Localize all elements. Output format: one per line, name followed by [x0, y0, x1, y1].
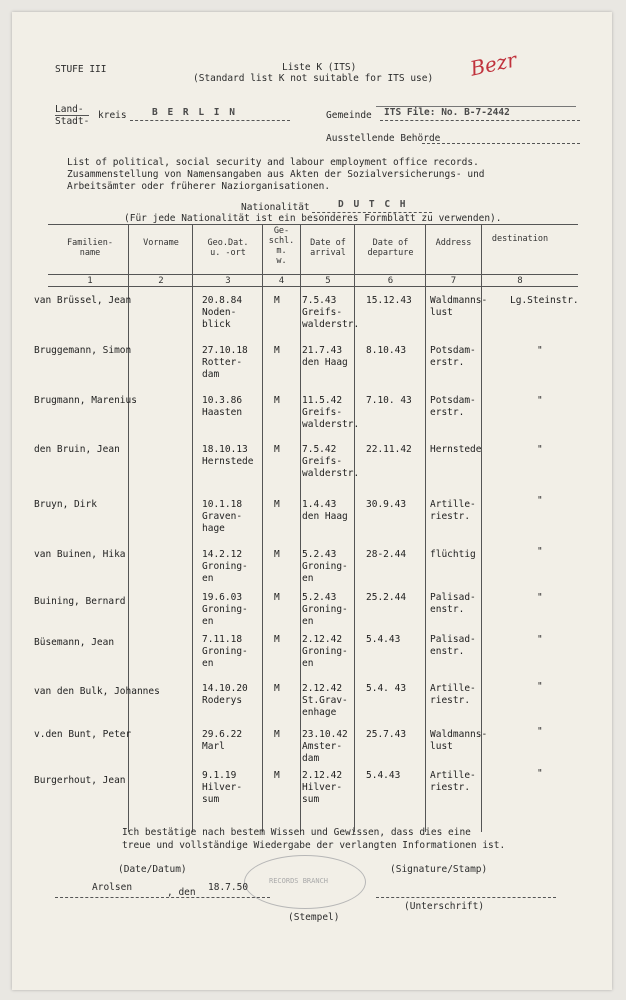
- cell-sex: M: [274, 295, 280, 306]
- cell-destination: ": [537, 495, 543, 506]
- cell-sex: M: [274, 770, 280, 781]
- column-number: 4: [278, 276, 285, 286]
- cell-destination: Lg.Steinstr.: [510, 295, 579, 306]
- table-row: [12, 592, 612, 632]
- cell-address: Palisad- enstr.: [430, 634, 476, 657]
- den-label: , den: [167, 887, 196, 898]
- cell-address: Palisad- enstr.: [430, 592, 476, 615]
- table-row: [12, 395, 612, 435]
- cell-name: van Brüssel, Jean: [34, 295, 132, 306]
- table-row: [12, 345, 612, 385]
- cell-departure: 5.4. 43: [366, 683, 407, 694]
- cell-birth: 10.3.86 Haasten: [202, 395, 243, 418]
- column-header-address: Address: [435, 238, 472, 248]
- stufe-label: STUFE III: [55, 64, 107, 75]
- cell-birth: 29.6.22 Marl: [202, 729, 243, 752]
- nationality-label: Nationalität: [241, 202, 310, 213]
- nationality-note: (Für jede Nationalität ist ein besonderes Formblatt zu verwenden).: [124, 213, 502, 224]
- cell-name: Brugmann, Marenius: [34, 395, 137, 406]
- column-number: 6: [387, 276, 394, 286]
- cell-birth: 9.1.19 Hilver- sum: [202, 770, 243, 805]
- cell-birth: 10.1.18 Graven- hage: [202, 499, 243, 534]
- cell-destination: ": [537, 634, 543, 645]
- description-line-1: List of political, social security and labour employment office records.: [67, 157, 479, 168]
- cell-arrival: 21.7.43 den Haag: [302, 345, 348, 368]
- column-number: 8: [517, 276, 523, 286]
- cell-departure: 28-2.44: [366, 549, 407, 560]
- cell-destination: ": [537, 444, 543, 455]
- column-header-family-name: Familien- name: [66, 238, 114, 258]
- cell-destination: ": [537, 546, 543, 557]
- cell-address: flüchtig: [430, 549, 476, 560]
- cell-sex: M: [274, 683, 280, 694]
- description-line-2: Zusammenstellung von Namensangaben aus Akten der Sozialversicherungs- und: [67, 169, 485, 180]
- liste-title: Liste K (ITS): [282, 62, 357, 73]
- description-line-3: Arbeitsämter oder früherer Naziorganisationen.: [67, 181, 331, 192]
- table-row: [12, 487, 612, 534]
- table-row: [12, 770, 612, 810]
- cell-name: Burgerhout, Jean: [34, 775, 126, 786]
- cell-arrival: 2.12.42 Groning- en: [302, 634, 348, 669]
- cell-departure: 5.4.43: [366, 634, 401, 645]
- cell-arrival: 5.2.43 Groning- en: [302, 549, 348, 584]
- liste-note: (Standard list K not suitable for ITS use): [193, 73, 434, 84]
- cell-birth: 19.6.03 Groning- en: [202, 592, 248, 627]
- cell-name: Bruggemann, Simon: [34, 345, 132, 356]
- handwritten-annotation: Bezr: [468, 47, 519, 81]
- unterschrift-label: (Unterschrift): [404, 901, 485, 912]
- cell-departure: 5.4.43: [366, 770, 401, 781]
- table-row: [12, 726, 612, 766]
- gemeinde-dotline: [380, 120, 580, 121]
- date-label: (Date/Datum): [118, 864, 187, 875]
- cell-sex: M: [274, 634, 280, 645]
- ausstellende-label: Ausstellende Behörde: [326, 133, 441, 144]
- cell-arrival: 2.12.42 St.Grav- enhage: [302, 683, 348, 718]
- cell-departure: 15.12.43: [366, 295, 412, 306]
- cell-arrival: 5.2.43 Groning- en: [302, 592, 348, 627]
- cell-name: den Bruin, Jean: [34, 444, 120, 455]
- cell-departure: 25.7.43: [366, 729, 407, 740]
- cell-birth: 14.10.20 Roderys: [202, 683, 248, 706]
- stempel-label: (Stempel): [288, 912, 340, 923]
- cell-birth: 27.10.18 Rotter- dam: [202, 345, 248, 380]
- cell-departure: 25.2.44: [366, 592, 407, 603]
- place-value: Arolsen: [92, 882, 133, 893]
- its-file-number: ITS File: No. B-7-2442: [384, 107, 510, 118]
- column-header-destination: destination: [491, 234, 549, 244]
- cell-birth: 7.11.18 Groning- en: [202, 634, 248, 669]
- cell-departure: 8.10.43: [366, 345, 407, 356]
- table-row: [12, 295, 612, 335]
- cell-sex: M: [274, 592, 280, 603]
- declaration-line-2: treue und vollständige Wiedergabe der verlangten Informationen ist.: [122, 840, 506, 851]
- kreis-label: kreis: [98, 110, 127, 121]
- cell-arrival: 7.5.43 Greifs- walderstr.: [302, 295, 360, 330]
- column-number: 2: [158, 276, 164, 286]
- column-header-arrival: Date of arrival: [310, 238, 346, 258]
- seal-text: RECORDS BRANCH: [269, 877, 329, 885]
- cell-name: van Buinen, Hika: [34, 549, 126, 560]
- column-header-birth: Geo.Dat. u. -ort: [207, 238, 249, 258]
- cell-sex: M: [274, 549, 280, 560]
- cell-address: Potsdam- erstr.: [430, 345, 476, 368]
- cell-arrival: 11.5.42 Greifs- walderstr.: [302, 395, 360, 430]
- cell-name: van den Bulk, Johannes: [34, 686, 160, 697]
- office-seal: [244, 855, 366, 909]
- signature-dotline: [376, 897, 556, 898]
- cell-name: Büsemann, Jean: [34, 637, 115, 648]
- cell-sex: M: [274, 444, 280, 455]
- cell-sex: M: [274, 345, 280, 356]
- cell-address: Artille- riestr.: [430, 499, 476, 522]
- signature-label: (Signature/Stamp): [390, 864, 488, 875]
- date-value: 18.7.50: [208, 882, 249, 893]
- cell-address: Potsdam- erstr.: [430, 395, 476, 418]
- document-page: [12, 12, 612, 990]
- cell-destination: ": [537, 681, 543, 692]
- cell-departure: 7.10. 43: [366, 395, 412, 406]
- ausstellende-dotline: [422, 143, 580, 144]
- cell-sex: M: [274, 729, 280, 740]
- column-header-departure: Date of departure: [367, 238, 414, 258]
- land-label: Land-: [55, 104, 84, 115]
- column-header-sex: Ge- schl. m. w.: [268, 226, 295, 266]
- cell-address: Artille- riestr.: [430, 683, 476, 706]
- cell-sex: M: [274, 499, 280, 510]
- cell-birth: 14.2.12 Groning- en: [202, 549, 248, 584]
- cell-name: v.den Bunt, Peter: [34, 729, 132, 740]
- cell-address: Artille- riestr.: [430, 770, 476, 793]
- column-number: 7: [450, 276, 457, 286]
- cell-arrival: 1.4.43 den Haag: [302, 499, 348, 522]
- table-row: [12, 546, 612, 586]
- cell-name: Buining, Bernard: [34, 596, 126, 607]
- cell-destination: ": [537, 592, 543, 603]
- cell-destination: ": [537, 768, 543, 779]
- date-dotline: [55, 897, 270, 898]
- cell-arrival: 2.12.42 Hilver- sum: [302, 770, 343, 805]
- cell-name: Bruyn, Dirk: [34, 499, 97, 510]
- column-number: 5: [325, 276, 331, 286]
- declaration-line-1: Ich bestätige nach bestem Wissen und Gewissen, dass dies eine: [122, 827, 471, 838]
- table-row: [12, 438, 612, 478]
- cell-destination: ": [537, 395, 543, 406]
- column-header-first-name: Vorname: [143, 238, 179, 248]
- cell-departure: 30.9.43: [366, 499, 407, 510]
- kreis-value: B E R L I N: [152, 107, 237, 118]
- cell-address: Hernstede: [430, 444, 482, 455]
- column-number: 1: [87, 276, 93, 286]
- table-row: [12, 634, 612, 674]
- kreis-dotline: [130, 120, 290, 121]
- land-underline: [55, 115, 89, 116]
- cell-sex: M: [274, 395, 280, 406]
- cell-destination: ": [537, 726, 543, 737]
- nationality-value: D U T C H: [338, 199, 408, 210]
- cell-destination: ": [537, 345, 543, 356]
- cell-birth: 18.10.13 Hernstede: [202, 444, 254, 467]
- cell-address: Waldmanns- lust: [430, 729, 488, 752]
- cell-birth: 20.8.84 Noden- blick: [202, 295, 243, 330]
- cell-departure: 22.11.42: [366, 444, 412, 455]
- its-file-strike: [376, 106, 576, 107]
- cell-arrival: 23.10.42 Amster- dam: [302, 729, 348, 764]
- stadt-label: Stadt-: [55, 116, 90, 127]
- table-row: [12, 683, 612, 723]
- column-number: 3: [225, 276, 231, 286]
- cell-address: Waldmanns- lust: [430, 295, 488, 318]
- cell-arrival: 7.5.42 Greifs- walderstr.: [302, 444, 360, 479]
- gemeinde-label: Gemeinde: [326, 110, 372, 121]
